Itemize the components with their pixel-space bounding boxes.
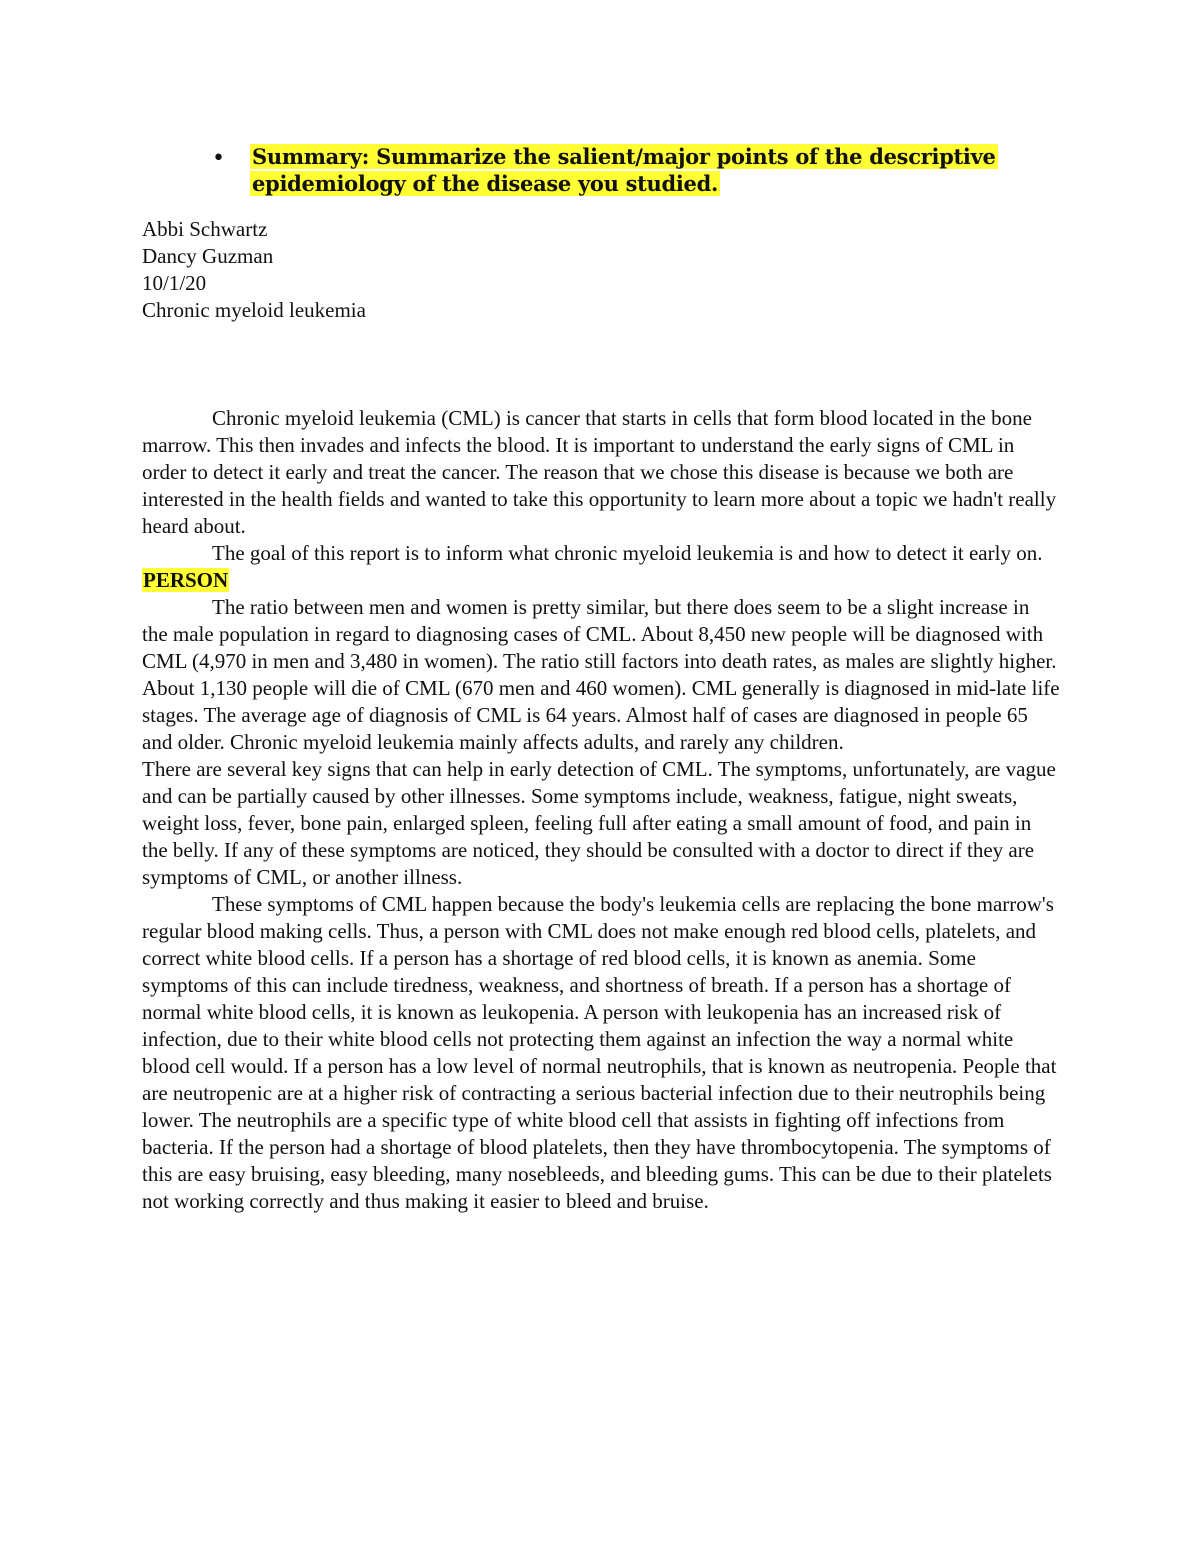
intro-paragraph-2: The goal of this report is to inform what chronic myeloid leukemia is and how to detect it early on. [212,541,1043,565]
bullet-icon: • [212,146,225,171]
person-paragraph-2: There are several key signs that can help in early detection of CML. The symptoms, unfortunately, are vague and can be partially caused by other illnesses. Some symptoms include, weakness, fatigue, night sweats, weight loss, fever, bone pain, enlarged spleen, feeling full after eating a small amount of food, and pain in the belly. If any of these symptoms are noticed, they should be consulted with a doctor to direct if they are symptoms of CML, or another illness. [142,757,1056,889]
author-name-1: Abbi Schwartz [142,217,268,241]
person-paragraph-3: These symptoms of CML happen because the body's leukemia cells are replacing the bone marrow's regular blood making cells. Thus, a person with CML does not make enough red blood cells, platelets, and correct white blood cells. If a person has a shortage of red blood cells, it is known as anemia. Some symptoms of this can include tiredness, weakness, and shortness of breath. If a person has a shortage of normal white blood cells, it is known as leukopenia. A person with leukopenia has an increased risk of infection, due to their white blood cells not protecting them against an infection the way a normal white blood cell would. If a person has a low level of normal neutrophils, that is known as neutropenia. People that are neutropenic are at a higher risk of contracting a serious bacterial infection due to their neutrophils being lower. The neutrophils are a specific type of white blood cell that assists in fighting off infections from bacteria. If the person had a shortage of blood platelets, then they have thrombocytopenia. The symptoms of this are easy bruising, easy bleeding, many nosebleeds, and bleeding gums. This can be due to their platelets not working correctly and thus making it easier to bleed and bruise. [142,892,1057,1213]
document-date: 10/1/20 [142,271,207,295]
intro-paragraph-1: Chronic myeloid leukemia (CML) is cancer that starts in cells that form blood located in the bone marrow. This then invades and infects the blood. It is important to understand the early signs of CML in order to detect it early and treat the cancer. The reason that we chose this disease is because we both are interested in the health fields and wanted to take this opportunity to learn more about a topic we hadn't really heard about. [142,406,1057,538]
document-topic: Chronic myeloid leukemia [142,298,366,322]
summary-prompt [250,143,1072,197]
report-body [142,405,1060,1215]
summary-prompt-highlight: Summary: Summarize the salient/major points of the descriptive epidemiology of the disease you studied. [252,144,996,196]
author-name-2: Dancy Guzman [142,244,274,268]
person-heading-highlight: PERSON [143,568,229,592]
person-paragraph-1: The ratio between men and women is pretty similar, but there does seem to be a slight increase in the male population in regard to diagnosing cases of CML. About 8,450 new people will be diagnosed with CML (4,970 in men and 3,480 in women). The ratio still factors into death rates, as males are slightly higher. About 1,130 people will die of CML (670 men and 460 women). CML generally is diagnosed in mid-late life stages. The average age of diagnosis of CML is 64 years. Almost half of cases are diagnosed in people 65 and older. Chronic myeloid leukemia mainly affects adults, and rarely any children. [142,595,1060,754]
header-info [142,216,366,324]
person-section-heading [142,567,1060,594]
summary-bullet-item [212,143,1072,197]
